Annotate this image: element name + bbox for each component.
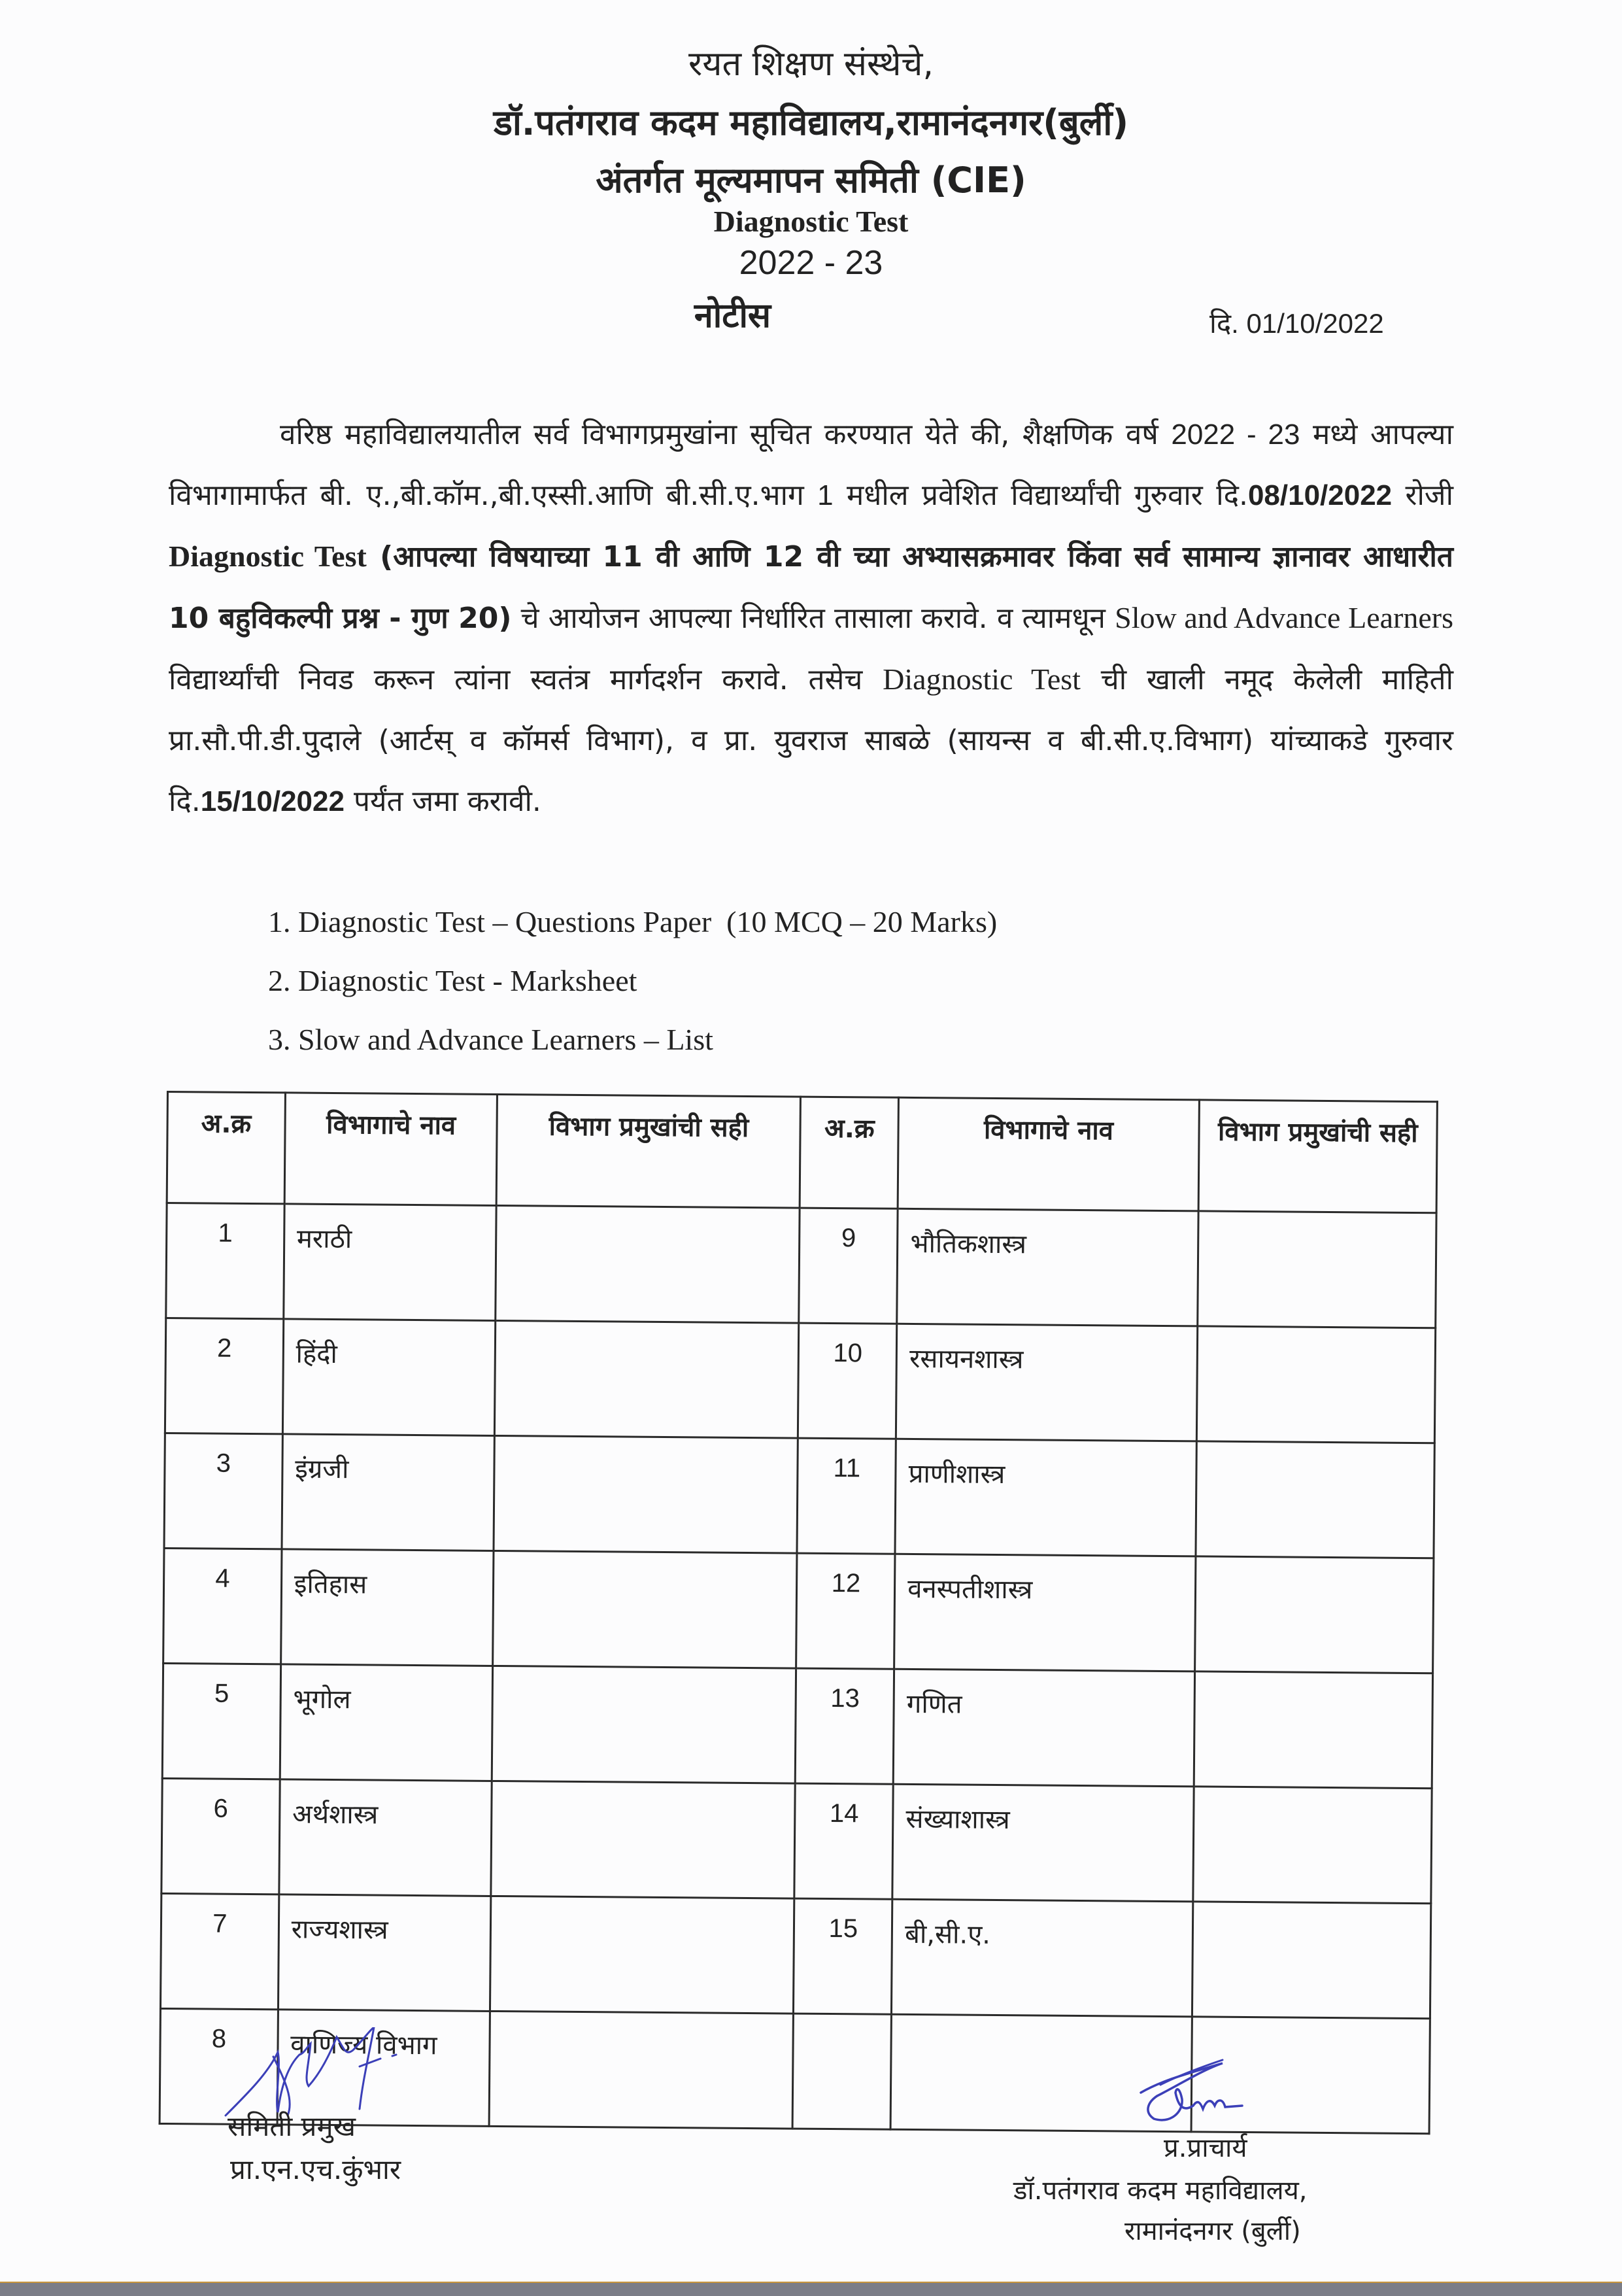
deliverables-list	[268, 893, 997, 1069]
body-text-segment: पर्यंत जमा करावी.	[344, 785, 541, 818]
header-signature-right: विभाग प्रमुखांची सही	[1198, 1100, 1438, 1213]
body-text-segment: मध्ये आपल्या विभागामार्फत बी. ए.,बी.कॉम.,बी.एस्सी.आणि बी.सी.ए.भाग	[169, 418, 1453, 512]
department-name-cell: राज्यशास्त्र	[278, 1894, 491, 2012]
serial-number-cell: 12	[796, 1553, 895, 1669]
body-text-segment: 08/10/2022	[1247, 479, 1393, 511]
serial-number-cell: 6	[161, 1778, 280, 1894]
serial-number-cell: 10	[798, 1323, 897, 1439]
principal-title: प्र.प्राचार्य	[1164, 2133, 1247, 2163]
serial-number-cell: 5	[162, 1663, 280, 1779]
department-name-cell: रसायनशास्त्र	[896, 1324, 1198, 1441]
serial-number-cell: 7	[160, 1893, 279, 2009]
body-text-segment: विद्यार्थ्यांची निवड करून त्यांना स्वतंत्र मार्गदर्शन करावे. तसेच	[169, 663, 883, 696]
principal-signature	[1007, 2040, 1412, 2132]
body-text-segment: (आपल्या विषयाच्या 11 वी आणि 12 वी च्या अभ्यासक्रमावर किंवा सर्व सामान्य ज्ञानावर आधारीत 10 बहुविकल्पी प्रश्न - गुण 20)	[169, 540, 1454, 635]
department-name-cell: हिंदी	[282, 1319, 496, 1436]
college-name: डॉ.पतंगराव कदम महाविद्यालय,रामानंदनगर(बुर्ली)	[493, 102, 1129, 143]
header-serial-right: अ.क्र	[800, 1097, 899, 1208]
department-name-cell: इंग्रजी	[282, 1434, 495, 1551]
principal-town: रामानंदनगर (बुर्ली)	[1124, 2216, 1301, 2246]
principal-college: डॉ.पतंगराव कदम महाविद्यालय,	[1013, 2176, 1308, 2206]
signature-cell[interactable]	[495, 1320, 799, 1438]
deliverable-item: 2. Diagnostic Test - Marksheet	[268, 964, 637, 997]
body-text-segment: रोजी	[1392, 479, 1453, 512]
department-signature-table	[159, 1091, 1438, 2134]
committee-name: अंतर्गत मूल्यमापन समिती (CIE)	[596, 160, 1026, 201]
body-text-segment: ची खाली नमूद केलेली माहिती प्रा.सौ.पी.डी.पुदाले (आर्टस् व कॉमर्स विभाग), व प्रा. युवराज साबळे (सायन्स व बी.सी.ए.विभाग) यांच्याकडे गुरुवार दि.	[169, 663, 1454, 818]
body-text-segment: 2022 - 23	[1171, 419, 1300, 451]
department-name-cell: भूगोल	[280, 1664, 493, 1781]
body-text-segment: Slow and Advance Learners	[1115, 601, 1453, 634]
department-name-cell: भौतिकशास्त्र	[897, 1208, 1198, 1326]
signature-cell[interactable]	[493, 1551, 797, 1668]
deliverable-item: 3. Slow and Advance Learners – List	[268, 1023, 713, 1056]
signature-cell[interactable]	[491, 1781, 795, 1898]
serial-number-cell: 13	[796, 1668, 894, 1784]
signature-cell[interactable]	[1192, 1902, 1431, 2019]
department-name-cell: मराठी	[283, 1204, 496, 1321]
table-row	[164, 1433, 1434, 1558]
department-name-cell: प्राणीशास्त्र	[895, 1439, 1196, 1556]
body-text-segment: Diagnostic Test	[883, 662, 1081, 696]
header-serial-left: अ.क्र	[167, 1092, 285, 1204]
signature-cell[interactable]	[1196, 1441, 1435, 1558]
committee-head-title: समिती प्रमुख	[228, 2110, 356, 2142]
table-row	[166, 1203, 1436, 1328]
body-text-segment: 15/10/2022	[200, 785, 345, 817]
serial-number-cell: 1	[166, 1203, 284, 1319]
signature-cell[interactable]	[492, 1666, 796, 1783]
table-header-row	[167, 1092, 1437, 1213]
signature-cell[interactable]	[1194, 1556, 1434, 1673]
table-row	[162, 1663, 1432, 1788]
body-text-segment: Diagnostic Test	[169, 540, 367, 573]
department-name-cell: संख्याशास्त्र	[892, 1784, 1194, 1902]
academic-year: 2022 - 23	[739, 244, 883, 282]
department-name-cell: वनस्पतीशास्त्र	[894, 1554, 1196, 1671]
table-row	[165, 1318, 1435, 1443]
header-dept-name-right: विभागाचे नाव	[898, 1097, 1199, 1211]
signature-cell[interactable]	[494, 1435, 798, 1553]
serial-number-cell: 3	[164, 1433, 282, 1549]
test-title: Diagnostic Test	[713, 205, 909, 238]
deliverable-item: 1. Diagnostic Test – Questions Paper (10 MCQ – 20 Marks)	[268, 905, 998, 938]
signature-cell[interactable]	[1196, 1326, 1436, 1443]
header-dept-name-left: विभागाचे नाव	[284, 1093, 498, 1206]
serial-number-cell: 14	[794, 1783, 893, 1899]
principal-signature-block	[1007, 2040, 1412, 2263]
serial-number-cell: 2	[165, 1318, 283, 1434]
serial-number-cell: 4	[163, 1548, 282, 1664]
committee-head-name: प्रा.एन.एच.कुंभार	[230, 2153, 401, 2185]
table-row	[161, 1778, 1432, 1903]
body-text-segment: चे आयोजन आपल्या निर्धारित तासाला करावे. व त्यामधून	[511, 602, 1115, 635]
department-name-cell: इतिहास	[280, 1549, 494, 1666]
department-name-cell: गणित	[893, 1669, 1194, 1787]
body-text-segment: मधील प्रवेशित विद्यार्थ्यांची गुरुवार दि.	[833, 479, 1248, 512]
notice-title: नोटीस	[694, 296, 771, 335]
organization-name: रयत शिक्षण संस्थेचे,	[688, 44, 934, 84]
table-body	[160, 1203, 1436, 2134]
header-signature-left: विभाग प्रमुखांची सही	[496, 1094, 800, 1208]
serial-number-cell	[792, 2013, 891, 2129]
signature-cell[interactable]	[1194, 1671, 1433, 1789]
signature-cell[interactable]	[496, 1205, 800, 1323]
notice-body	[169, 404, 1453, 832]
serial-number-cell: 15	[794, 1898, 892, 2014]
serial-number-cell: 11	[797, 1438, 896, 1554]
notice-date: दि. 01/10/2022	[1209, 308, 1384, 339]
table-row	[163, 1548, 1434, 1673]
serial-number-cell: 8	[160, 2008, 278, 2124]
signature-cell[interactable]	[1197, 1211, 1436, 1328]
body-text-segment: वरिष्ठ महाविद्यालयातील सर्व विभागप्रमुखांना सूचित करण्यात येते की, शैक्षणिक वर्ष	[280, 418, 1172, 451]
signature-cell[interactable]	[490, 1896, 794, 2013]
signature-cell[interactable]	[489, 2011, 793, 2129]
committee-head-signature-block	[196, 2027, 458, 2197]
department-name-cell: अर्थशास्त्र	[279, 1779, 492, 1896]
scanner-edge	[0, 2282, 1622, 2296]
body-text-segment: 1	[817, 479, 834, 511]
signature-cell[interactable]	[1192, 1787, 1432, 1904]
serial-number-cell: 9	[799, 1208, 898, 1324]
table-row	[160, 1893, 1430, 2018]
department-name-cell: वाणिज्य विभाग	[277, 2010, 490, 2127]
department-name-cell: बी,सी.ए.	[892, 1899, 1193, 2017]
